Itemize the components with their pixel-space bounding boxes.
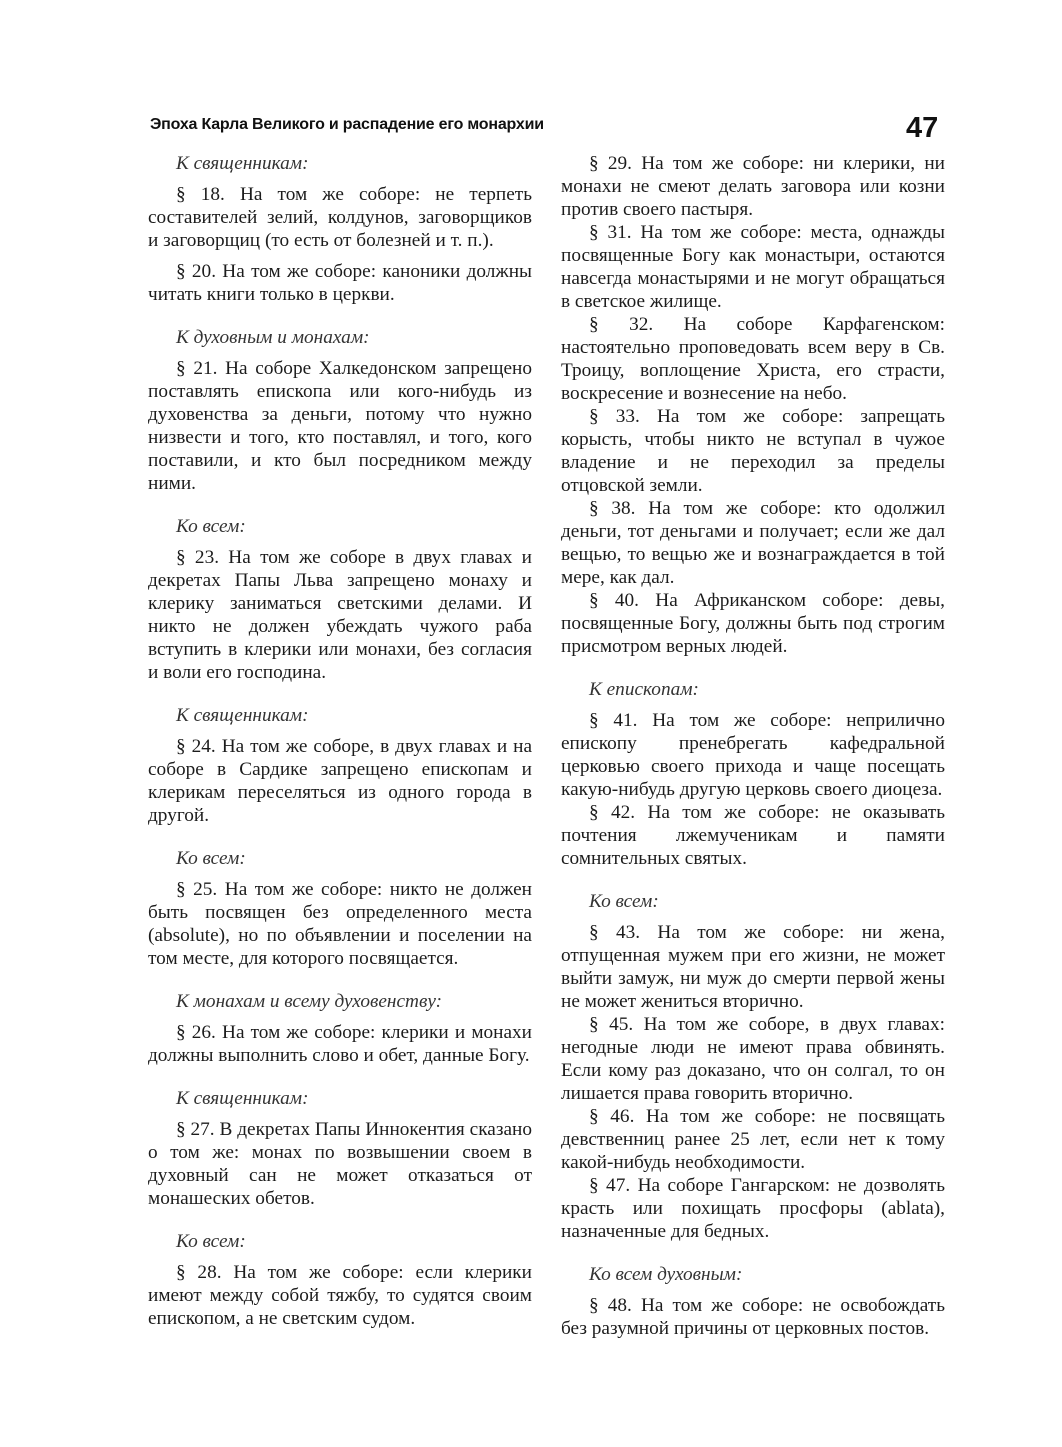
paragraph-18: § 18. На том же соборе: не терпеть составителей зелий, колдунов, заговорщиков и заговорщиц (то есть от болезней и т. п.).: [148, 184, 532, 251]
paragraph-25: § 25. На том же соборе: никто не должен быть посвящен без определенного места (absolute), но по объявлении и поселении на том месте, для которого посвящается.: [148, 879, 532, 969]
paragraph-46: § 46. На том же соборе: не посвящать девственниц ранее 25 лет, если нет к тому какой-нибудь необходимости.: [561, 1106, 945, 1173]
paragraph-41: § 41. На том же соборе: неприлично епископу пренебрегать кафедральной церковью своего прихода и чаще посещать какую-нибудь другую церковь своего диоцеза.: [561, 710, 945, 800]
paragraph-42: § 42. На том же соборе: не оказывать почтения лжемученикам и памяти сомнительных святых.: [561, 802, 945, 869]
paragraph-26: § 26. На том же соборе: клерики и монахи должны выполнить слово и обет, данные Богу.: [148, 1022, 532, 1066]
paragraph-40: § 40. На Африканском соборе: девы, посвященные Богу, должны быть под строгим присмотром верных людей.: [561, 590, 945, 657]
section-heading: К духовным и монахам:: [176, 327, 370, 348]
running-header-title: Эпоха Карла Великого и распадение его монархии: [150, 116, 544, 133]
paragraph-33: § 33. На том же соборе: запрещать корысть, чтобы никто не вступал в чужое владение и не переходил за пределы отцовской земли.: [561, 406, 945, 496]
paragraph-45: § 45. На том же соборе, в двух главах: негодные люди не имеют права обвинять. Если кому раз доказано, что он солгал, то он лишается права говорить вторично.: [561, 1014, 945, 1104]
paragraph-21: § 21. На соборе Халкедонском запрещено поставлять епископа или кого-нибудь из духовенства за деньги, потому что нужно низвести и того, кто поставлял, и того, кого поставили, и кто был посредником между ними.: [148, 358, 532, 494]
section-heading: Ко всем духовным:: [589, 1264, 743, 1285]
paragraph-28: § 28. На том же соборе: если клерики имеют между собой тяжбу, то судятся своим епископом, а не светским судом.: [148, 1262, 532, 1329]
right-column: [561, 152, 945, 1340]
section-heading: Ко всем:: [176, 848, 246, 869]
paragraph-43: § 43. На том же соборе: ни жена, отпущенная мужем при его жизни, не может выйти замуж, ни муж до смерти первой жены не может жениться вторично.: [561, 922, 945, 1012]
paragraph-47: § 47. На соборе Гангарском: не дозволять красть или похищать просфоры (ablata), назначенные для бедных.: [561, 1175, 945, 1242]
paragraph-31: § 31. На том же соборе: места, однажды посвященные Богу как монастыри, остаются навсегда монастырями и не могут обращаться в светское жилище.: [561, 222, 945, 312]
paragraph-38: § 38. На том же соборе: кто одолжил деньги, тот деньгами и получает; если же дал вещью, то вещью же и вознаграждается в той мере, как дал.: [561, 498, 945, 588]
paragraph-23: § 23. На том же соборе в двух главах и декретах Папы Льва запрещено монаху и клерику заниматься светскими делами. И никто не должен убеждать чужого раба вступить в клерики или монахи, без согласия и воли его господина.: [148, 547, 532, 683]
paragraph-48: § 48. На том же соборе: не освобождать без разумной причины от церковных постов.: [561, 1295, 945, 1339]
section-heading: К священникам:: [176, 153, 309, 174]
paragraph-32: § 32. На соборе Карфагенском: настоятельно проповедовать всем веру в Св. Троицу, воплощение Христа, его страсти, воскресение и вознесение на небо.: [561, 314, 945, 404]
section-heading: Ко всем:: [176, 516, 246, 537]
left-column: [148, 152, 532, 1330]
section-heading: Ко всем:: [589, 891, 659, 912]
section-heading: К священникам:: [176, 705, 309, 726]
paragraph-27: § 27. В декретах Папы Иннокентия сказано о том же: монах по возвышении своем в духовный сан не может отказаться от монашеских обетов.: [148, 1119, 532, 1209]
section-heading: Ко всем:: [176, 1231, 246, 1252]
paragraph-29: § 29. На том же соборе: ни клерики, ни монахи не смеют делать заговора или козни против своего пастыря.: [561, 153, 945, 220]
section-heading: К священникам:: [176, 1088, 309, 1109]
paragraph-24: § 24. На том же соборе, в двух главах и на соборе в Сардике запрещено епископам и клерикам переселяться из одного города в другой.: [148, 736, 532, 826]
paragraph-20: § 20. На том же соборе: каноники должны читать книги только в церкви.: [148, 261, 532, 305]
section-heading: К епископам:: [589, 679, 699, 700]
page-number: 47: [906, 112, 939, 144]
section-heading: К монахам и всему духовенству:: [176, 991, 443, 1012]
